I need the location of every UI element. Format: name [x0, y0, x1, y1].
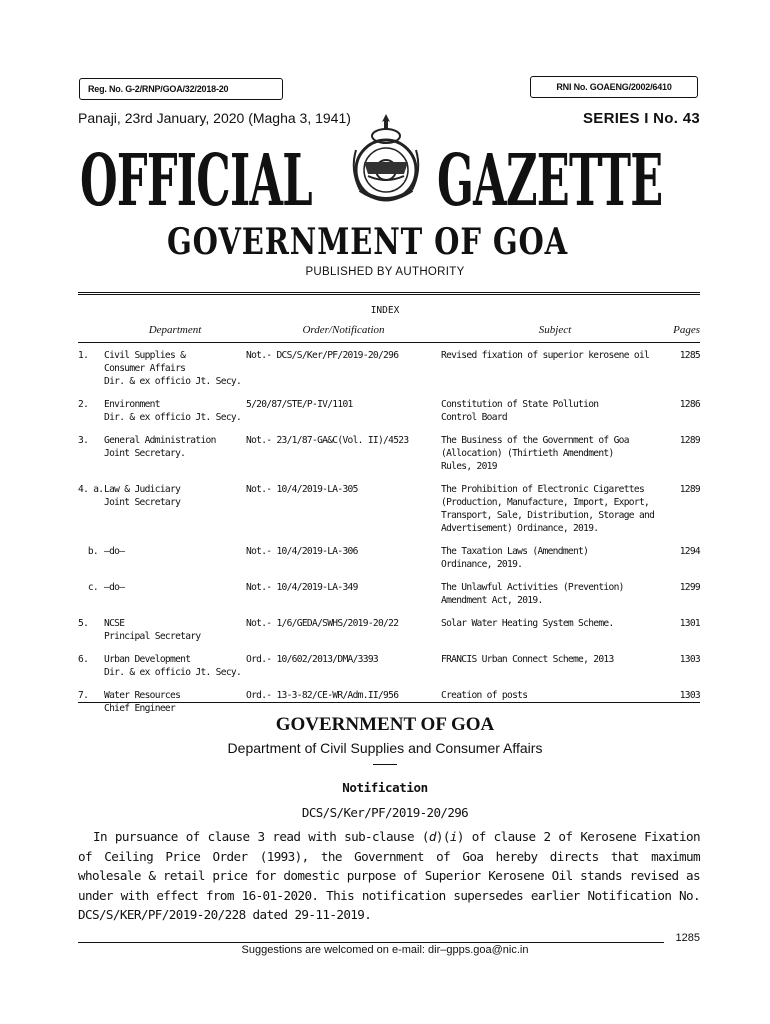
row-order: Not.- 23/1/87-GA&C(Vol. II)/4523: [246, 435, 409, 446]
row-page: 1285: [679, 350, 700, 361]
suggestions-note: Suggestions are welcomed on e-mail: dir–gpps.goa@nic.in: [241, 944, 529, 956]
row-order: Not.- 10/4/2019-LA-306: [246, 546, 358, 557]
index-header-order: Order/Notification: [246, 322, 441, 343]
row-department: Law & Judiciary Joint Secretary: [104, 484, 181, 508]
page-number: 1285: [675, 932, 700, 944]
row-number: 5.: [78, 618, 89, 629]
row-subject: The Taxation Laws (Amendment) Ordinance, 2019.: [441, 546, 589, 570]
row-order: Not.- 10/4/2019-LA-305: [246, 484, 358, 495]
goa-state-emblem-icon: [338, 110, 434, 214]
row-number: 6.: [78, 654, 89, 665]
row-subject: Revised fixation of superior kerosene oil: [441, 350, 650, 361]
index-top-rule-2: [78, 294, 700, 295]
table-row: [78, 539, 700, 575]
row-page: 1303: [679, 654, 700, 665]
row-page: 1289: [679, 484, 700, 495]
row-number: 2.: [78, 399, 89, 410]
table-row: [78, 647, 700, 683]
row-department: General Administration Joint Secretary.: [104, 435, 216, 459]
index-header-subject: Subject: [441, 322, 669, 343]
index-header-num: [78, 322, 104, 343]
row-order: Ord.- 10/602/2013/DMA/3393: [246, 654, 378, 665]
masthead-gazette: GAZETTE: [437, 140, 663, 223]
rni-number-box: [530, 76, 698, 98]
index-table: [78, 322, 700, 719]
row-subject: The Prohibition of Electronic Cigarettes (Production, Manufacture, Import, Export, Transport, Sale, Distribution, Storage and Advertisement) Ordinance, 2019.: [441, 484, 655, 534]
row-subject: Constitution of State Pollution Control Board: [441, 399, 599, 423]
row-number: c.: [87, 582, 98, 593]
row-number: 3.: [78, 435, 89, 446]
row-page: 1289: [679, 435, 700, 446]
date-line: Panaji, 23rd January, 2020 (Magha 3, 1941): [78, 110, 351, 126]
row-department: NCSE Principal Secretary: [104, 618, 201, 642]
series-number: SERIES I No. 43: [582, 110, 700, 127]
notice-type: Notification: [342, 780, 428, 795]
index-header-department: Department: [104, 322, 246, 343]
index-header-row: [78, 322, 700, 343]
table-row: [78, 575, 700, 611]
row-subject: The Unlawful Activities (Prevention) Amendment Act, 2019.: [441, 582, 624, 606]
row-department: –do–: [104, 546, 125, 557]
row-page: 1294: [679, 546, 700, 557]
row-subject: The Business of the Government of Goa (Allocation) (Thirtieth Amendment) Rules, 2019: [441, 435, 629, 472]
government-title: GOVERNMENT OF GOA: [167, 220, 569, 263]
row-page: 1301: [679, 618, 700, 629]
row-department: Urban Development Dir. & ex officio Jt. Secy.: [104, 654, 242, 678]
row-order: Not.- 10/4/2019-LA-349: [246, 582, 358, 593]
notice-number: DCS/S/Ker/PF/2019-20/296: [301, 805, 469, 820]
table-row: [78, 343, 700, 393]
index-header-pages: Pages: [669, 322, 700, 343]
footer-rule: [78, 942, 664, 943]
row-page: 1303: [679, 690, 700, 701]
published-by-authority: PUBLISHED BY AUTHORITY: [305, 266, 465, 278]
notice-divider: [373, 764, 397, 765]
index-top-rule: [78, 292, 700, 293]
table-row: [78, 477, 700, 539]
table-row: [78, 392, 700, 428]
notice-body: In pursuance of clause 3 read with sub-clause (d)(i) of clause 2 of Kerosene Fixation of Ceiling Price Order (1993), the Government of Goa hereby directs that maximum wholesale & retail price for domestic purpose of Superior Kerosene Oil stands revised as under with effect from 16-01-2020. This notification supersedes earlier Notification No. DCS/S/KER/PF/2019-20/228 dated 29-11-2019.: [78, 829, 700, 922]
row-subject: FRANCIS Urban Connect Scheme, 2013: [441, 654, 614, 665]
registration-number-box: [79, 78, 283, 100]
rni-number: RNI No. GOAENG/2002/6410: [556, 82, 672, 92]
row-number: 1.: [78, 350, 89, 361]
row-order: Not.- DCS/S/Ker/PF/2019-20/296: [246, 350, 399, 361]
index-bottom-rule: [78, 702, 700, 703]
registration-number: Reg. No. G-2/RNP/GOA/32/2018-20: [88, 84, 229, 94]
row-page: 1299: [679, 582, 700, 593]
row-subject: Creation of posts: [441, 690, 528, 701]
index-title: INDEX: [370, 305, 400, 316]
row-number: 7.: [78, 690, 89, 701]
row-department: –do–: [104, 582, 125, 593]
table-row: [78, 611, 700, 647]
notice-department: Department of Civil Supplies and Consumer Affairs: [227, 740, 543, 756]
row-department: Water Resources Chief Engineer: [104, 690, 181, 714]
row-order: Ord.- 13-3-82/CE-WR/Adm.II/956: [246, 690, 399, 701]
row-subject: Solar Water Heating System Scheme.: [441, 618, 614, 629]
row-number: b.: [87, 546, 98, 557]
row-department: Environment Dir. & ex officio Jt. Secy.: [104, 399, 242, 423]
row-order: 5/20/87/STE/P-IV/1101: [246, 399, 353, 410]
row-order: Not.- 1/6/GEDA/SWHS/2019-20/22: [246, 618, 399, 629]
notice-heading: GOVERNMENT OF GOA: [275, 714, 495, 735]
row-page: 1286: [679, 399, 700, 410]
masthead-official: OFFICIAL: [80, 140, 312, 223]
table-row: [78, 428, 700, 477]
row-number: 4. a.: [78, 484, 104, 495]
row-department: Civil Supplies & Consumer Affairs Dir. & ex officio Jt. Secy.: [104, 350, 242, 387]
